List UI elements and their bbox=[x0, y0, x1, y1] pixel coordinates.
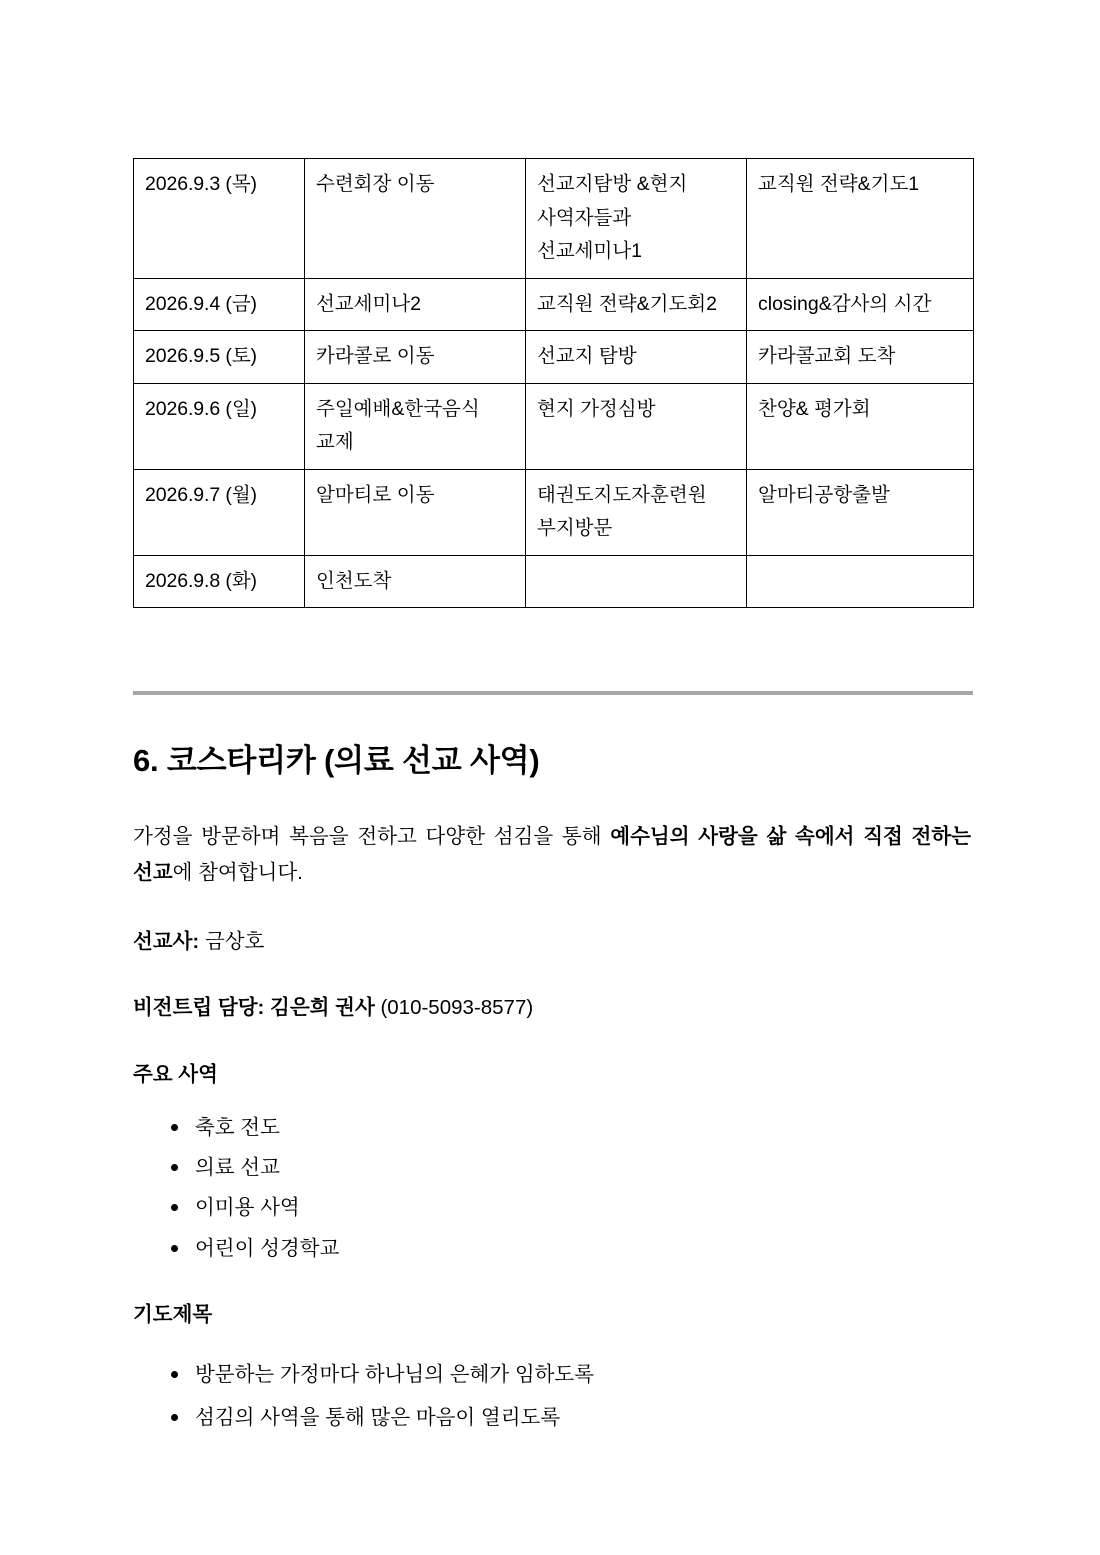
table-row bbox=[134, 469, 974, 555]
intro-lead-text: 가정을 방문하며 복음을 전하고 다양한 섬김을 통해 bbox=[133, 824, 611, 848]
list-item: 축호 전도 bbox=[195, 1111, 973, 1144]
table-row bbox=[134, 383, 974, 469]
list-item: 어린이 성경학교 bbox=[195, 1232, 973, 1265]
prayer-list bbox=[133, 1358, 973, 1434]
section-intro-paragraph bbox=[133, 819, 971, 892]
table-row bbox=[134, 331, 974, 384]
schedule-afternoon bbox=[526, 555, 747, 608]
schedule-date: 2026.9.8 (화) bbox=[134, 555, 305, 608]
ministries-list bbox=[133, 1111, 973, 1265]
ministries-heading: 주요 사역 bbox=[133, 1063, 218, 1087]
schedule-evening: 카라콜교회 도착 bbox=[747, 331, 974, 384]
document-content bbox=[133, 158, 973, 1444]
schedule-date: 2026.9.7 (월) bbox=[134, 469, 305, 555]
page-title: 6. 코스타리카 (의료 선교 사역) bbox=[133, 743, 540, 779]
list-item: 의료 선교 bbox=[195, 1151, 973, 1184]
vision-trip-contact-phone: (010-5093-8577) bbox=[380, 996, 534, 1020]
section-divider bbox=[133, 691, 973, 695]
schedule-morning: 인천도착 bbox=[305, 555, 526, 608]
schedule-morning: 주일예배&한국음식 교제 bbox=[305, 383, 526, 469]
schedule-morning: 카라콜로 이동 bbox=[305, 331, 526, 384]
table-row bbox=[134, 278, 974, 331]
schedule-date: 2026.9.4 (금) bbox=[134, 278, 305, 331]
vision-trip-contact-label: 비전트립 담당: 김은희 권사 bbox=[133, 996, 375, 1020]
schedule-evening: 교직원 전략&기도1 bbox=[747, 159, 974, 279]
schedule-table bbox=[133, 158, 974, 608]
list-item: 섬김의 사역을 통해 많은 마음이 열리도록 bbox=[195, 1401, 973, 1434]
schedule-morning: 선교세미나2 bbox=[305, 278, 526, 331]
schedule-afternoon: 교직원 전략&기도회2 bbox=[526, 278, 747, 331]
schedule-date: 2026.9.5 (토) bbox=[134, 331, 305, 384]
schedule-afternoon: 태권도지도자훈련원 부지방문 bbox=[526, 469, 747, 555]
schedule-evening: 찬양& 평가회 bbox=[747, 383, 974, 469]
table-row bbox=[134, 555, 974, 608]
schedule-evening bbox=[747, 555, 974, 608]
schedule-evening: closing&감사의 시간 bbox=[747, 278, 974, 331]
schedule-date: 2026.9.6 (일) bbox=[134, 383, 305, 469]
schedule-afternoon: 선교지탐방 &현지 사역자들과 선교세미나1 bbox=[526, 159, 747, 279]
table-row bbox=[134, 159, 974, 279]
schedule-evening: 알마티공항출발 bbox=[747, 469, 974, 555]
list-item: 방문하는 가정마다 하나님의 은혜가 임하도록 bbox=[195, 1358, 973, 1391]
schedule-afternoon: 현지 가정심방 bbox=[526, 383, 747, 469]
missionary-label: 선교사: bbox=[133, 929, 200, 953]
schedule-table-body bbox=[134, 159, 974, 608]
missionary-name: 금상호 bbox=[204, 929, 265, 953]
intro-emphasis-text: 예수님의 사랑을 삶 속에서 직접 전하는 선교 bbox=[133, 824, 971, 885]
missionary-line bbox=[133, 926, 973, 959]
vision-trip-contact-line bbox=[133, 992, 973, 1025]
schedule-morning: 알마티로 이동 bbox=[305, 469, 526, 555]
schedule-date: 2026.9.3 (목) bbox=[134, 159, 305, 279]
list-item: 이미용 사역 bbox=[195, 1191, 973, 1224]
schedule-afternoon: 선교지 탐방 bbox=[526, 331, 747, 384]
intro-tail-text: 에 참여합니다. bbox=[172, 861, 303, 885]
schedule-morning: 수련회장 이동 bbox=[305, 159, 526, 279]
prayer-heading: 기도제목 bbox=[133, 1302, 213, 1326]
